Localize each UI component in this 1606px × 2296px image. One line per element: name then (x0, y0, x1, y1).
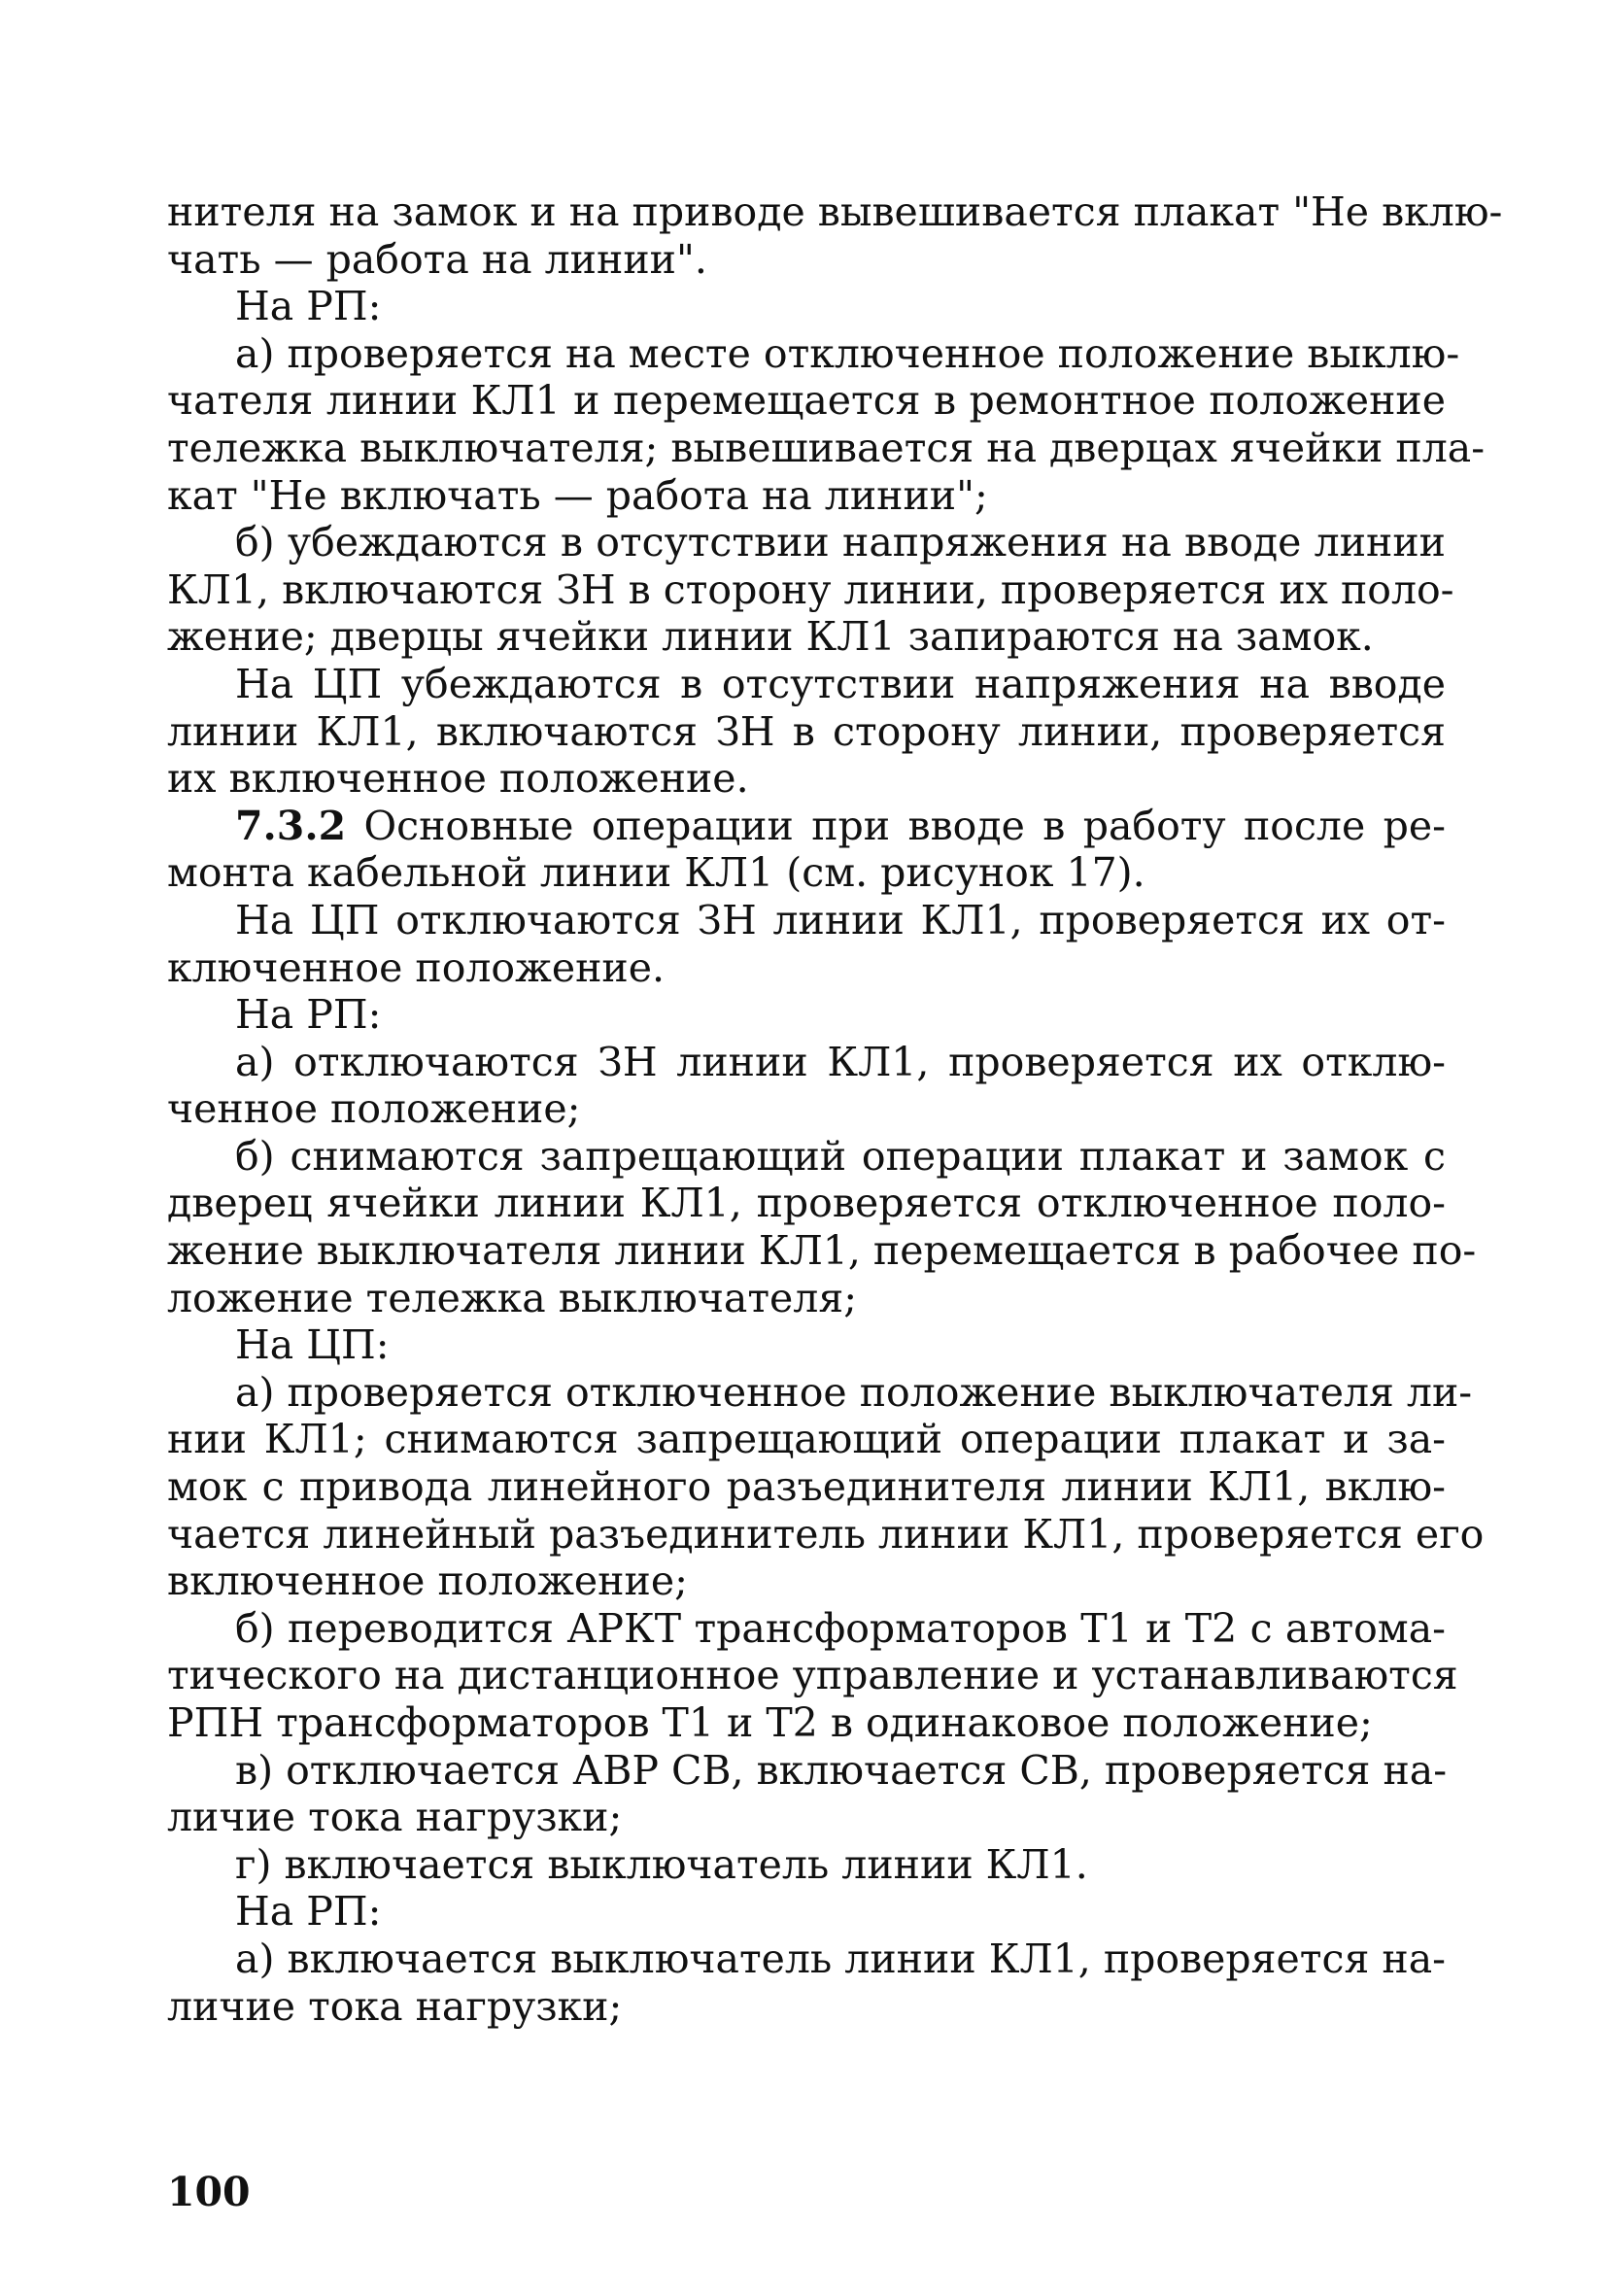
text-line: тележка выключателя; вывешивается на дверцах ячейки пла- (167, 424, 1486, 471)
text-line: личие тока нагрузки; (167, 1794, 623, 1841)
list-item: а) проверяется отключенное положение выключателя ли- (235, 1368, 1473, 1416)
section-number: 7.3.2 (235, 802, 347, 849)
text-line: монта кабельной линии КЛ1 (см. рисунок 17). (167, 849, 1145, 897)
text-line: чателя линии КЛ1 и перемещается в ремонтное положение (167, 377, 1446, 425)
text-line: жение выключателя линии КЛ1, перемещается в рабочее по- (167, 1227, 1477, 1275)
text-line: ключенное положение. (167, 943, 666, 991)
text-line: жение; дверцы ячейки линии КЛ1 запираются на замок. (167, 613, 1374, 661)
text-line: линии КЛ1, включаются ЗН в сторону линии, проверяется (167, 707, 1446, 755)
list-item: г) включается выключатель линии КЛ1. (235, 1840, 1088, 1888)
list-item: б) переводится АРКТ трансформаторов Т1 и Т2 с автома- (235, 1604, 1446, 1652)
text-line: чать — работа на линии". (167, 235, 707, 283)
text-line: кат "Не включать — работа на линии"; (167, 471, 988, 519)
section-title-text: Основные операции при вводе в работу после ре- (346, 802, 1446, 849)
list-item: б) снимаются запрещающий операции плакат и замок с (235, 1132, 1446, 1180)
section-heading: На ЦП: (235, 1321, 390, 1369)
page-body (167, 188, 1503, 2030)
list-item: в) отключается АВР СВ, включается СВ, проверяется на- (235, 1746, 1448, 1794)
text-line: РПН трансформаторов Т1 и Т2 в одинаковое положение; (167, 1699, 1373, 1746)
text-line: тического на дистанционное управление и устанавливаются (167, 1652, 1458, 1699)
text-line: нителя на замок и на приводе вывешивается плакат "Не вклю- (167, 188, 1503, 235)
section-title-line (167, 803, 1446, 850)
list-item: а) включается выключатель линии КЛ1, проверяется на- (235, 1935, 1446, 1982)
list-item: а) проверяется на месте отключенное положение выклю- (235, 329, 1460, 377)
text-line: личие тока нагрузки; (167, 1982, 623, 2030)
paragraph-line: На ЦП убеждаются в отсутствии напряжения на вводе (235, 660, 1446, 707)
text-line: их включенное положение. (167, 755, 749, 803)
section-heading: На РП: (235, 991, 382, 1039)
section-heading: На РП: (235, 1888, 382, 1936)
text-line: КЛ1, включаются ЗН в сторону линии, проверяется их поло- (167, 565, 1454, 613)
section-heading: На РП: (235, 283, 382, 330)
text-line: чается линейный разъединитель линии КЛ1, проверяется его (167, 1510, 1485, 1558)
text-line: включенное положение; (167, 1558, 688, 1605)
text-line: нии КЛ1; снимаются запрещающий операции плакат и за- (167, 1416, 1446, 1463)
text-line: ченное положение; (167, 1085, 581, 1133)
page-number: 100 (167, 2169, 251, 2215)
text-line: дверец ячейки линии КЛ1, проверяется отключенное поло- (167, 1180, 1446, 1227)
text-line: ложение тележка выключателя; (167, 1274, 858, 1321)
list-item: б) убеждаются в отсутствии напряжения на вводе линии (235, 519, 1446, 566)
list-item: а) отключаются ЗН линии КЛ1, проверяется их отклю- (235, 1038, 1446, 1085)
text-line: мок с привода линейного разъединителя линии КЛ1, вклю- (167, 1463, 1446, 1511)
paragraph-line: На ЦП отключаются ЗН линии КЛ1, проверяется их от- (235, 896, 1446, 943)
